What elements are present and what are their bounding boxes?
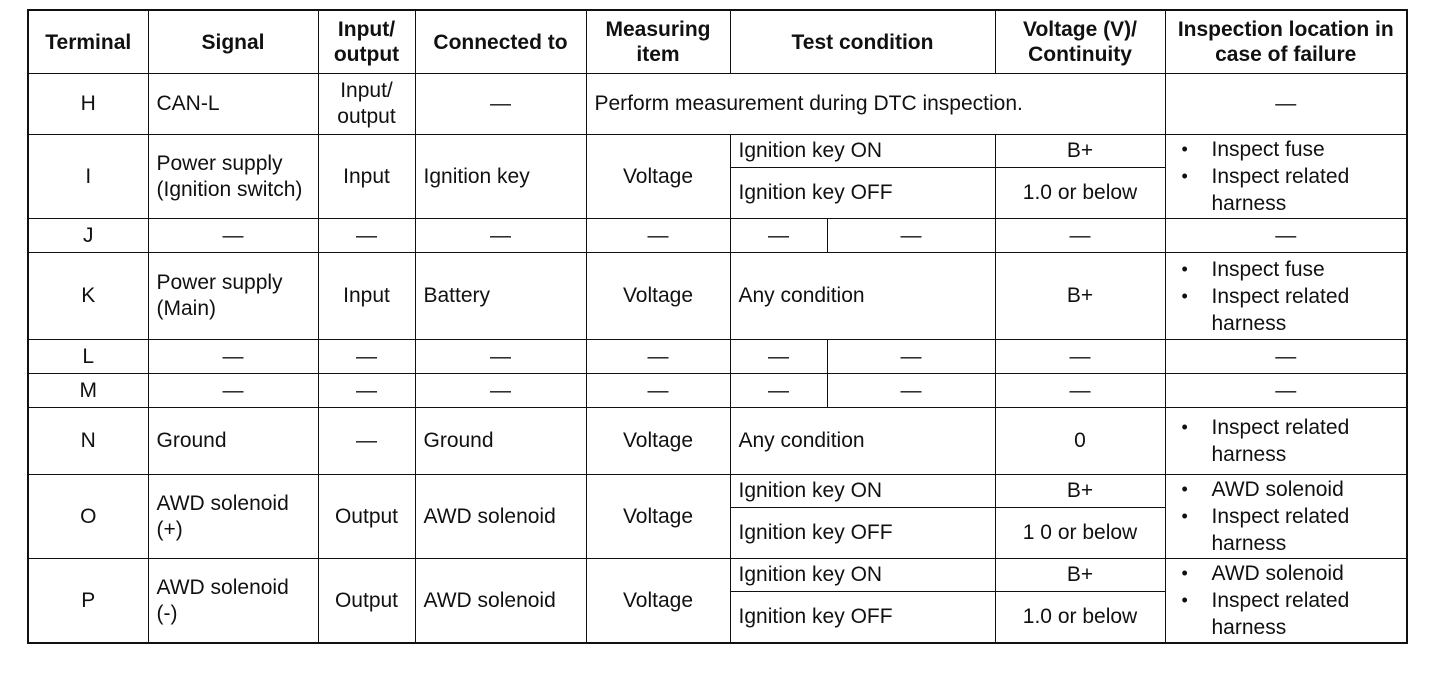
header-row <box>28 10 1407 74</box>
condition-cell: Ignition key OFF <box>730 168 995 219</box>
table-row-l <box>28 340 1407 374</box>
signal-cell: CAN-L <box>148 74 318 135</box>
inspection-cell: — <box>1165 340 1407 374</box>
connected-cell: AWD solenoid <box>415 475 586 559</box>
value-cell: — <box>995 340 1165 374</box>
value-cell: — <box>995 374 1165 408</box>
condition-cell: Ignition key OFF <box>730 508 995 559</box>
inspection-item: • Inspect related harness <box>1174 283 1399 337</box>
io-cell: — <box>318 408 415 475</box>
value-cell: B+ <box>995 253 1165 340</box>
condition-cell: — <box>730 374 827 408</box>
condition-cell: — <box>827 374 995 408</box>
terminal-inspection-table <box>27 9 1408 644</box>
terminal-cell: J <box>28 219 148 253</box>
condition-cell: Ignition key ON <box>730 135 995 168</box>
condition-cell: — <box>730 340 827 374</box>
value-cell: 1 0 or below <box>995 508 1165 559</box>
measuring-cell: — <box>586 374 730 408</box>
inspection-cell: — <box>1165 74 1407 135</box>
terminal-cell: I <box>28 135 148 219</box>
connected-cell: — <box>415 374 586 408</box>
header-voltage: Voltage (V)/ Continuity <box>995 10 1165 74</box>
signal-cell: — <box>148 340 318 374</box>
signal-cell: Power supply (Ignition switch) <box>148 135 318 219</box>
connected-cell: — <box>415 219 586 253</box>
measuring-cell: Voltage <box>586 408 730 475</box>
io-cell: Output <box>318 475 415 559</box>
value-cell: B+ <box>995 559 1165 592</box>
inspection-item: • Inspect related harness <box>1174 503 1399 557</box>
condition-cell: — <box>730 219 827 253</box>
io-cell: — <box>318 219 415 253</box>
value-cell: B+ <box>995 475 1165 508</box>
connected-cell: Ground <box>415 408 586 475</box>
terminal-cell: N <box>28 408 148 475</box>
table-row-n <box>28 408 1407 475</box>
inspection-cell: — <box>1165 219 1407 253</box>
condition-cell: — <box>827 219 995 253</box>
value-cell: B+ <box>995 135 1165 168</box>
inspection-cell <box>1165 408 1407 475</box>
inspection-item: • Inspect fuse <box>1174 136 1399 163</box>
terminal-cell: P <box>28 559 148 644</box>
table-row-k <box>28 253 1407 340</box>
measuring-cell: — <box>586 340 730 374</box>
connected-cell: AWD solenoid <box>415 559 586 644</box>
header-terminal: Terminal <box>28 10 148 74</box>
signal-cell: — <box>148 219 318 253</box>
table-row-i <box>28 135 1407 168</box>
inspection-cell <box>1165 475 1407 559</box>
terminal-cell: M <box>28 374 148 408</box>
connected-cell: Battery <box>415 253 586 340</box>
value-cell: — <box>995 219 1165 253</box>
measuring-cell: Voltage <box>586 253 730 340</box>
inspection-item: • Inspect fuse <box>1174 256 1399 283</box>
io-cell: — <box>318 374 415 408</box>
condition-cell: Ignition key ON <box>730 559 995 592</box>
inspection-cell <box>1165 559 1407 644</box>
io-cell: Input <box>318 135 415 219</box>
inspection-item: • AWD solenoid <box>1174 476 1399 503</box>
condition-cell: Any condition <box>730 408 995 475</box>
inspection-cell: — <box>1165 374 1407 408</box>
signal-cell: AWD solenoid (+) <box>148 475 318 559</box>
test-note-cell: Perform measurement during DTC inspection. <box>586 74 1165 135</box>
inspection-item: • Inspect related harness <box>1174 163 1399 217</box>
connected-cell: Ignition key <box>415 135 586 219</box>
signal-cell: AWD solenoid (-) <box>148 559 318 644</box>
condition-cell: — <box>827 340 995 374</box>
condition-cell: Ignition key ON <box>730 475 995 508</box>
inspection-cell <box>1165 135 1407 219</box>
signal-cell: Power supply (Main) <box>148 253 318 340</box>
measuring-cell: Voltage <box>586 475 730 559</box>
value-cell: 1.0 or below <box>995 592 1165 644</box>
table-row-m <box>28 374 1407 408</box>
table-row-p <box>28 559 1407 592</box>
io-cell: Input <box>318 253 415 340</box>
measuring-cell: Voltage <box>586 559 730 644</box>
table-row-h <box>28 74 1407 135</box>
measuring-cell: Voltage <box>586 135 730 219</box>
table-row-o <box>28 475 1407 508</box>
signal-cell: Ground <box>148 408 318 475</box>
io-cell: Output <box>318 559 415 644</box>
io-cell: — <box>318 340 415 374</box>
inspection-cell <box>1165 253 1407 340</box>
signal-cell: — <box>148 374 318 408</box>
inspection-item: • Inspect related harness <box>1174 414 1399 468</box>
header-inspection: Inspection location in case of failure <box>1165 10 1407 74</box>
header-connected: Connected to <box>415 10 586 74</box>
condition-cell: Ignition key OFF <box>730 592 995 644</box>
inspection-item: • AWD solenoid <box>1174 560 1399 587</box>
connected-cell: — <box>415 74 586 135</box>
value-cell: 0 <box>995 408 1165 475</box>
header-io: Input/ output <box>318 10 415 74</box>
table-row-j <box>28 219 1407 253</box>
header-signal: Signal <box>148 10 318 74</box>
terminal-cell: O <box>28 475 148 559</box>
header-measuring: Measuring item <box>586 10 730 74</box>
io-cell: Input/ output <box>318 74 415 135</box>
condition-cell: Any condition <box>730 253 995 340</box>
measuring-cell: — <box>586 219 730 253</box>
header-test-condition: Test condition <box>730 10 995 74</box>
terminal-cell: L <box>28 340 148 374</box>
connected-cell: — <box>415 340 586 374</box>
terminal-cell: H <box>28 74 148 135</box>
terminal-cell: K <box>28 253 148 340</box>
inspection-item: • Inspect related harness <box>1174 587 1399 641</box>
value-cell: 1.0 or below <box>995 168 1165 219</box>
